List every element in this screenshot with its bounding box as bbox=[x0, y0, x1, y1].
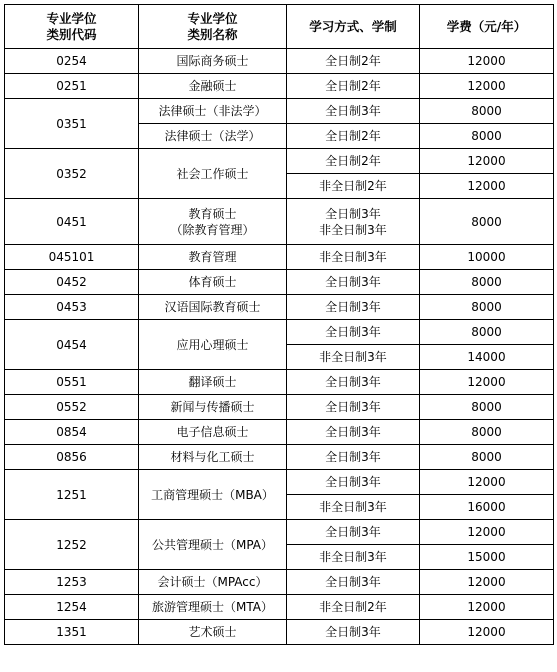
degree-name: 艺术硕士 bbox=[139, 620, 287, 645]
degree-code: 0254 bbox=[5, 49, 139, 74]
tuition-fee: 12000 bbox=[420, 470, 554, 495]
degree-name: 公共管理硕士（MPA） bbox=[139, 520, 287, 570]
degree-name: 材料与化工硕士 bbox=[139, 445, 287, 470]
degree-name: 国际商务硕士 bbox=[139, 49, 287, 74]
study-mode: 全日制3年 bbox=[287, 99, 420, 124]
degree-code: 0551 bbox=[5, 370, 139, 395]
degree-code: 0352 bbox=[5, 149, 139, 199]
study-mode: 全日制3年 bbox=[287, 395, 420, 420]
degree-code: 0453 bbox=[5, 295, 139, 320]
tuition-fee: 8000 bbox=[420, 99, 554, 124]
table-row bbox=[5, 199, 554, 245]
header-name-line2: 类别名称 bbox=[187, 26, 238, 42]
table-row bbox=[5, 49, 554, 74]
table-row bbox=[5, 445, 554, 470]
degree-name: 法律硕士（法学） bbox=[139, 124, 287, 149]
degree-code: 1351 bbox=[5, 620, 139, 645]
study-mode: 全日制3年 bbox=[287, 320, 420, 345]
study-mode-line: 非全日制3年 bbox=[319, 222, 387, 237]
table-body bbox=[5, 49, 554, 645]
degree-name: 法律硕士（非法学） bbox=[139, 99, 287, 124]
tuition-fee: 10000 bbox=[420, 245, 554, 270]
study-mode: 全日制3年 bbox=[287, 520, 420, 545]
degree-name: 翻译硕士 bbox=[139, 370, 287, 395]
degree-name-line: （除教育管理） bbox=[170, 222, 255, 237]
study-mode: 全日制2年 bbox=[287, 149, 420, 174]
table-header bbox=[5, 5, 554, 49]
degree-name: 金融硕士 bbox=[139, 74, 287, 99]
degree-code: 045101 bbox=[5, 245, 139, 270]
degree-name: 社会工作硕士 bbox=[139, 149, 287, 199]
degree-name bbox=[139, 199, 287, 245]
table-row bbox=[5, 395, 554, 420]
degree-name: 会计硕士（MPAcc） bbox=[139, 570, 287, 595]
table-row bbox=[5, 245, 554, 270]
degree-name: 体育硕士 bbox=[139, 270, 287, 295]
tuition-fee: 15000 bbox=[420, 545, 554, 570]
table-row bbox=[5, 99, 554, 124]
header-code-line2: 类别代码 bbox=[46, 26, 97, 42]
tuition-fee: 12000 bbox=[420, 49, 554, 74]
degree-name: 教育管理 bbox=[139, 245, 287, 270]
degree-code: 0854 bbox=[5, 420, 139, 445]
degree-code: 0452 bbox=[5, 270, 139, 295]
table-row bbox=[5, 370, 554, 395]
degree-code: 0351 bbox=[5, 99, 139, 149]
tuition-fee: 8000 bbox=[420, 445, 554, 470]
table-row bbox=[5, 320, 554, 345]
degree-code: 0251 bbox=[5, 74, 139, 99]
degree-code: 0454 bbox=[5, 320, 139, 370]
header-fee: 学费（元/年） bbox=[420, 5, 554, 49]
study-mode: 全日制2年 bbox=[287, 49, 420, 74]
header-mode: 学习方式、学制 bbox=[287, 5, 420, 49]
tuition-fee: 16000 bbox=[420, 495, 554, 520]
study-mode: 非全日制3年 bbox=[287, 545, 420, 570]
study-mode: 全日制3年 bbox=[287, 420, 420, 445]
degree-code: 1254 bbox=[5, 595, 139, 620]
study-mode: 非全日制2年 bbox=[287, 595, 420, 620]
study-mode: 全日制3年 bbox=[287, 570, 420, 595]
study-mode: 全日制3年 bbox=[287, 295, 420, 320]
study-mode: 全日制2年 bbox=[287, 74, 420, 99]
degree-code: 0451 bbox=[5, 199, 139, 245]
tuition-fee: 12000 bbox=[420, 595, 554, 620]
header-code bbox=[5, 5, 139, 49]
tuition-fee: 8000 bbox=[420, 270, 554, 295]
table-row bbox=[5, 74, 554, 99]
header-name bbox=[139, 5, 287, 49]
degree-name: 应用心理硕士 bbox=[139, 320, 287, 370]
table-row bbox=[5, 620, 554, 645]
degree-name: 电子信息硕士 bbox=[139, 420, 287, 445]
header-name-line1: 专业学位 bbox=[187, 10, 238, 26]
study-mode: 全日制2年 bbox=[287, 124, 420, 149]
header-code-line1: 专业学位 bbox=[46, 10, 97, 26]
tuition-fee: 12000 bbox=[420, 149, 554, 174]
study-mode-line: 全日制3年 bbox=[325, 206, 381, 221]
tuition-fee: 8000 bbox=[420, 320, 554, 345]
table-row bbox=[5, 470, 554, 495]
tuition-fee: 8000 bbox=[420, 420, 554, 445]
tuition-fee: 14000 bbox=[420, 345, 554, 370]
tuition-fee: 8000 bbox=[420, 395, 554, 420]
header-row bbox=[5, 5, 554, 49]
tuition-fee: 12000 bbox=[420, 74, 554, 99]
degree-code: 1251 bbox=[5, 470, 139, 520]
tuition-fee: 12000 bbox=[420, 370, 554, 395]
table-row bbox=[5, 570, 554, 595]
degree-name: 汉语国际教育硕士 bbox=[139, 295, 287, 320]
degree-name: 新闻与传播硕士 bbox=[139, 395, 287, 420]
tuition-fee: 12000 bbox=[420, 174, 554, 199]
table-row bbox=[5, 149, 554, 174]
tuition-fee: 12000 bbox=[420, 520, 554, 545]
tuition-fee: 8000 bbox=[420, 199, 554, 245]
study-mode: 全日制3年 bbox=[287, 370, 420, 395]
study-mode: 非全日制2年 bbox=[287, 174, 420, 199]
study-mode: 全日制3年 bbox=[287, 620, 420, 645]
study-mode: 全日制3年 bbox=[287, 445, 420, 470]
tuition-fee: 12000 bbox=[420, 620, 554, 645]
study-mode: 非全日制3年 bbox=[287, 495, 420, 520]
tuition-fee: 8000 bbox=[420, 124, 554, 149]
tuition-fee: 8000 bbox=[420, 295, 554, 320]
degree-code: 0856 bbox=[5, 445, 139, 470]
study-mode: 非全日制3年 bbox=[287, 245, 420, 270]
table-row bbox=[5, 270, 554, 295]
study-mode: 全日制3年 bbox=[287, 270, 420, 295]
study-mode: 全日制3年 bbox=[287, 470, 420, 495]
degree-name: 旅游管理硕士（MTA） bbox=[139, 595, 287, 620]
table-row bbox=[5, 420, 554, 445]
degree-code: 1253 bbox=[5, 570, 139, 595]
table-row bbox=[5, 295, 554, 320]
table-row bbox=[5, 520, 554, 545]
degree-name: 工商管理硕士（MBA） bbox=[139, 470, 287, 520]
tuition-fee: 12000 bbox=[420, 570, 554, 595]
tuition-fee-table bbox=[4, 4, 554, 645]
table-row bbox=[5, 595, 554, 620]
study-mode: 非全日制3年 bbox=[287, 345, 420, 370]
study-mode bbox=[287, 199, 420, 245]
degree-code: 0552 bbox=[5, 395, 139, 420]
degree-name-line: 教育硕士 bbox=[188, 206, 237, 221]
degree-code: 1252 bbox=[5, 520, 139, 570]
